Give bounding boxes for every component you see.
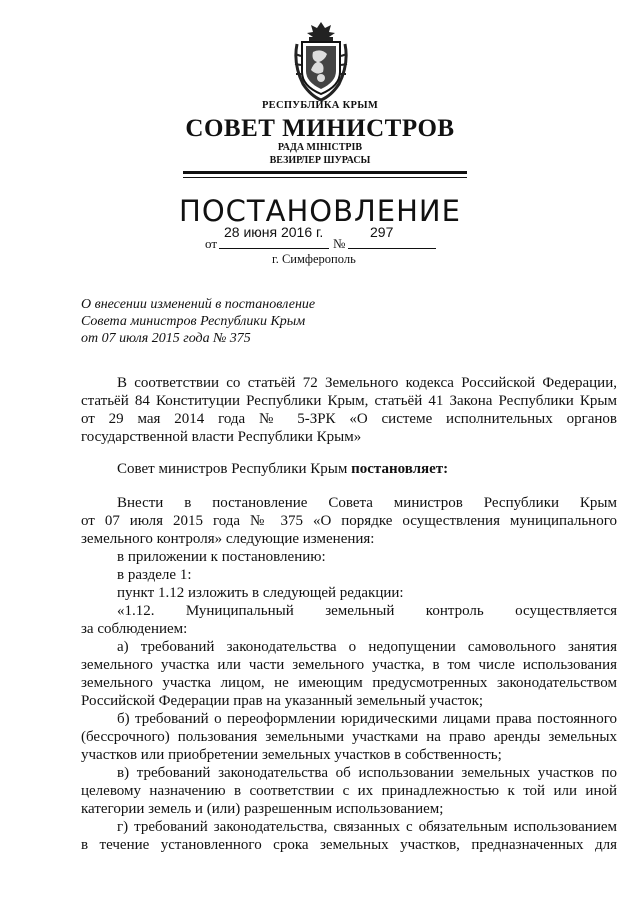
header-rule-thin [183, 177, 467, 178]
body-line: в течение установленного срока земельных участков, предназначенных для [81, 837, 617, 853]
body-line: пункт 1.12 изложить в следующей редакции: [117, 585, 404, 601]
date-underline [219, 248, 329, 249]
document-number: 297 [370, 224, 394, 240]
body-line: в приложении к постановлению: [117, 549, 326, 565]
body-line: г) требований законодательства, связанных с обязательным использованием [117, 819, 617, 835]
body-line: земельного участка или части земельного участка, в том числе использования [81, 657, 617, 673]
preamble-line: В соответствии со статьёй 72 Земельного кодекса Российской Федерации, [117, 375, 617, 391]
number-underline [348, 248, 436, 249]
subject-line: Совета министров Республики Крым [81, 314, 306, 329]
resolves-prefix: Совет министров Республики Крым [117, 461, 352, 477]
body-line: Внести в постановление Совета министров Республики Крым [117, 495, 617, 511]
body-line: «1.12. Муниципальный земельный контроль осуществляется [117, 603, 617, 619]
body-line: от 07 июля 2015 года № 375 «О порядке осуществления муниципального [81, 513, 617, 529]
body-line: (бессрочного) пользования земельными участками на право аренды земельных [81, 729, 617, 745]
preamble-line: статьёй 84 Конституции Республики Крым, статьёй 41 Закона Республики Крым [81, 393, 617, 409]
document-type: ПОСТАНОВЛЕНИЕ [179, 194, 461, 228]
coat-of-arms-emblem [293, 20, 349, 104]
body-line: б) требований о переоформлении юридическими лицами права постоянного [117, 711, 617, 727]
body-line: Российской Федерации прав на указанный земельный участок; [81, 693, 484, 709]
preamble-line: государственной власти Республики Крым» [81, 429, 362, 445]
resolves-line [117, 460, 617, 478]
subject-line: от 07 июля 2015 года № 375 [81, 331, 251, 346]
date-prefix: от [205, 236, 218, 251]
council-title: СОВЕТ МИНИСТРОВ [185, 115, 455, 142]
city: г. Симферополь [272, 252, 356, 266]
preamble-line: от 29 мая 2014 года № 5-ЗРК «О системе исполнительных органов [81, 411, 617, 427]
subject-line: О внесении изменений в постановление [81, 297, 316, 312]
body-line: земельного участка лицом, не имеющим предусмотренных законодательством [81, 675, 617, 691]
body-line: участков или приобретении земельных участков в собственность; [81, 747, 502, 763]
header-rule-thick [183, 171, 467, 174]
document-date: 28 июня 2016 г. [224, 224, 324, 240]
number-prefix: № [333, 236, 346, 251]
body-line: а) требований законодательства о недопущении самовольного занятия [117, 639, 617, 655]
body-line: в разделе 1: [117, 567, 192, 583]
republic-name: РЕСПУБЛИКА КРЫМ [261, 100, 379, 111]
body-line: за соблюдением: [81, 621, 188, 637]
council-title-ukrainian: РАДА МІНІСТРІВ [277, 142, 363, 153]
body-line: земельного контроля» следующие изменения: [81, 531, 375, 547]
council-title-crimean-tatar: ВЕЗИРЛЕР ШУРАСЫ [269, 155, 371, 166]
resolves-word: постановляет: [351, 461, 449, 477]
body-line: категории земель и (или) разрешенным использованием; [81, 801, 444, 817]
body-line: в) требований законодательства об использовании земельных участков по [117, 765, 617, 781]
body-line: целевому назначению в соответствии с их принадлежностью к той или иной [81, 783, 617, 799]
